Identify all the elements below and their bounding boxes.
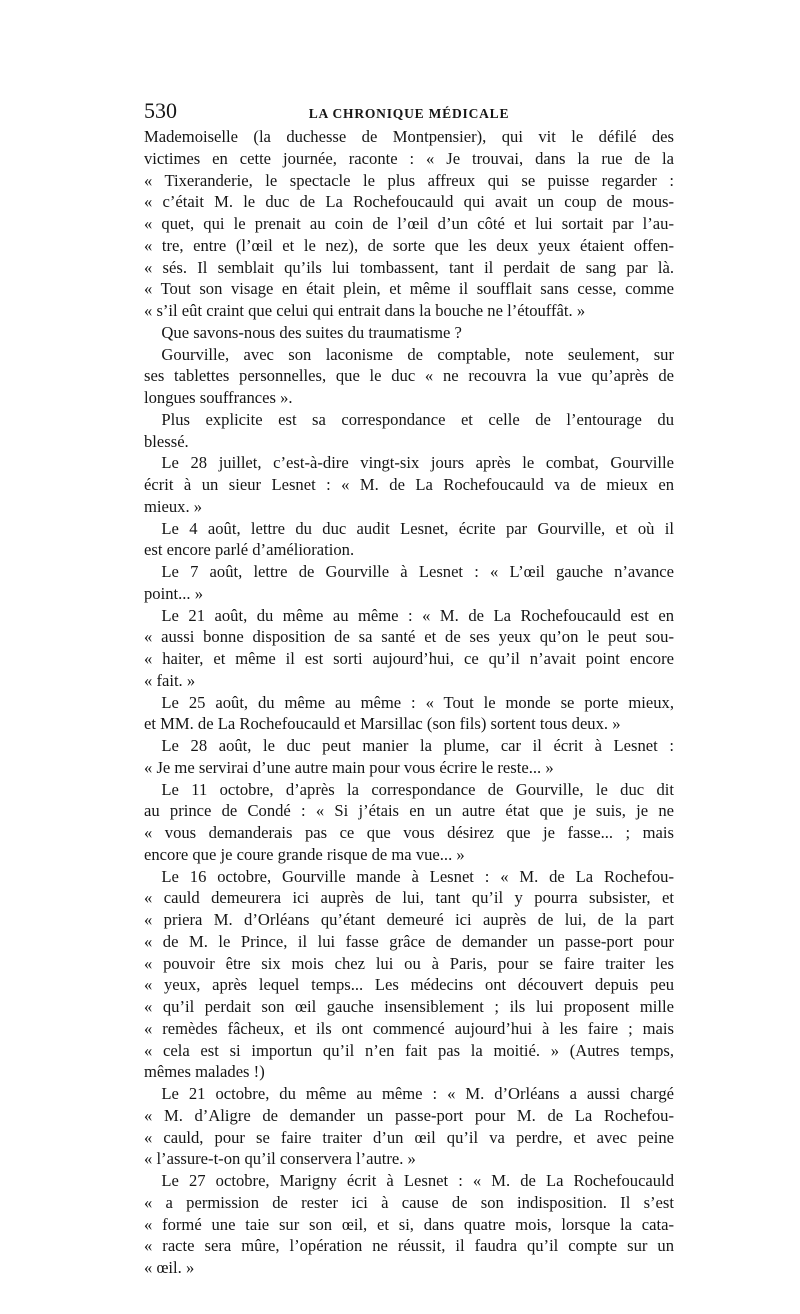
text-line: Gourville, avec son laconisme de comptable, note seulement, sur bbox=[161, 344, 674, 364]
text-line: Que savons-nous des suites du traumatisme ? bbox=[161, 322, 462, 342]
text-line: « Tout son visage en était plein, et même il soufflait sans cesse, comme bbox=[144, 279, 674, 299]
text-line: Le 27 octobre, Marigny écrit à Lesnet : « M. de La Rochefoucauld bbox=[161, 1171, 674, 1190]
running-header bbox=[144, 98, 674, 126]
text-line: victimes en cette journée, raconte : « Je trouvai, dans la rue de la bbox=[144, 148, 674, 168]
text-line: Le 28 juillet, c’est-à-dire vingt-six jours après le combat, Gourville bbox=[161, 453, 674, 473]
text-line: « haiter, et même il est sorti aujourd’hui, ce qu’il n’avait point encore bbox=[144, 649, 674, 668]
text-line: « s’il eût craint que celui qui entrait dans la bouche ne l’étouffât. » bbox=[144, 301, 586, 320]
book-page bbox=[144, 98, 674, 1279]
text-line: « cauld, pour se faire traiter d’un œil qu’il va perdre, et avec peine bbox=[144, 1127, 674, 1147]
text-line: « yeux, après lequel temps... Les médecins ont découvert depuis peu bbox=[144, 975, 674, 995]
text-line: Le 16 octobre, Gourville mande à Lesnet : « M. de La Rochefou- bbox=[161, 866, 674, 886]
text-line: « quet, qui le prenait au coin de l’œil d’un côté et lui sortait par l’au- bbox=[144, 214, 674, 233]
text-line: « Je me servirai d’une autre main pour vous écrire le reste... » bbox=[144, 757, 554, 777]
text-line: « vous demanderais pas ce que vous désirez que je fasse... ; mais bbox=[144, 823, 674, 842]
text-line: Le 21 août, du même au même : « M. de La Rochefoucauld est en bbox=[161, 605, 674, 625]
text-line: « remèdes fâcheux, et ils ont commencé aujourd’hui à les faire ; mais bbox=[144, 1018, 674, 1038]
text-line: blessé. bbox=[144, 431, 189, 451]
text-line: « aussi bonne disposition de sa santé et de ses yeux qu’on le peut sou- bbox=[144, 627, 674, 647]
text-line: Plus explicite est sa correspondance et celle de l’entourage du bbox=[161, 409, 674, 429]
text-line: « formé une taie sur son œil, et si, dans quatre mois, lorsque la cata- bbox=[144, 1214, 674, 1234]
text-line: longues souffrances ». bbox=[144, 388, 293, 407]
text-line: « cela est si importun qu’il n’en fait pas la moitié. » (Autres temps, bbox=[144, 1040, 674, 1060]
text-line: « racte sera mûre, l’opération ne réussit, il faudra qu’il compte sur un bbox=[144, 1236, 674, 1256]
text-line: point... » bbox=[144, 583, 204, 603]
text-line: Le 11 octobre, d’après la correspondance de Gourville, le duc dit bbox=[161, 779, 674, 799]
text-line: « l’assure-t-on qu’il conservera l’autre. » bbox=[144, 1149, 416, 1169]
text-line: Le 25 août, du même au même : « Tout le monde se porte mieux, bbox=[161, 692, 674, 712]
text-line: est encore parlé d’amélioration. bbox=[144, 540, 355, 560]
text-line: encore que je coure grande risque de ma vue... » bbox=[144, 844, 465, 864]
text-line: Le 7 août, lettre de Gourville à Lesnet : « L’œil gauche n’avance bbox=[161, 562, 674, 581]
text-line: « pouvoir être six mois chez lui ou à Paris, pour se faire traiter les bbox=[144, 953, 674, 973]
text-line: « tre, entre (l’œil et le nez), de sorte que les deux yeux étaient offen- bbox=[144, 235, 674, 255]
text-line: « Tixeranderie, le spectacle le plus affreux qui se puisse regarder : bbox=[144, 170, 674, 190]
running-title: LA CHRONIQUE MÉDICALE bbox=[308, 106, 510, 121]
text-line: « M. d’Aligre de demander un passe-port pour M. de La Rochefou- bbox=[144, 1105, 674, 1125]
text-line: « sés. Il semblait qu’ils lui tombassent, tant il perdait de sang par là. bbox=[144, 257, 674, 277]
text-line: écrit à un sieur Lesnet : « M. de La Rochefoucauld va de mieux en bbox=[144, 475, 674, 494]
text-line: « œil. » bbox=[144, 1258, 195, 1277]
text-line: Le 28 août, le duc peut manier la plume, car il écrit à Lesnet : bbox=[161, 736, 674, 755]
text-line: « c’était M. le duc de La Rochefoucauld qui avait un coup de mous- bbox=[144, 192, 674, 212]
text-line: Mademoiselle (la duchesse de Montpensier), qui vit le défilé des bbox=[144, 127, 674, 146]
text-line: « priera M. d’Orléans qu’étant demeuré ici auprès de lui, de la part bbox=[144, 910, 674, 929]
text-line: ses tablettes personnelles, que le duc « ne recouvra la vue qu’après de bbox=[144, 366, 674, 386]
text-line: « qu’il perdait son œil gauche insensiblement ; ils lui proposent mille bbox=[144, 997, 674, 1016]
page-number: 530 bbox=[144, 98, 177, 123]
text-line: « a permission de rester ici à cause de son indisposition. Il s’est bbox=[144, 1192, 674, 1212]
text-line: « de M. le Prince, il lui fasse grâce de demander un passe-port pour bbox=[144, 931, 674, 951]
text-line: « cauld demeurera ici auprès de lui, tant qu’il y pourra subsister, et bbox=[144, 888, 674, 908]
text-line: « fait. » bbox=[144, 670, 196, 690]
text-line: au prince de Condé : « Si j’étais en un autre état que je suis, je ne bbox=[144, 801, 674, 821]
text-line: Le 4 août, lettre du duc audit Lesnet, écrite par Gourville, et où il bbox=[161, 518, 674, 538]
text-line: mêmes malades !) bbox=[144, 1062, 265, 1082]
text-line: Le 21 octobre, du même au même : « M. d’Orléans a aussi chargé bbox=[161, 1084, 674, 1103]
text-line: mieux. » bbox=[144, 496, 203, 516]
body-text bbox=[144, 126, 674, 1279]
text-line: et MM. de La Rochefoucauld et Marsillac (son fils) sortent tous deux. » bbox=[144, 714, 621, 734]
